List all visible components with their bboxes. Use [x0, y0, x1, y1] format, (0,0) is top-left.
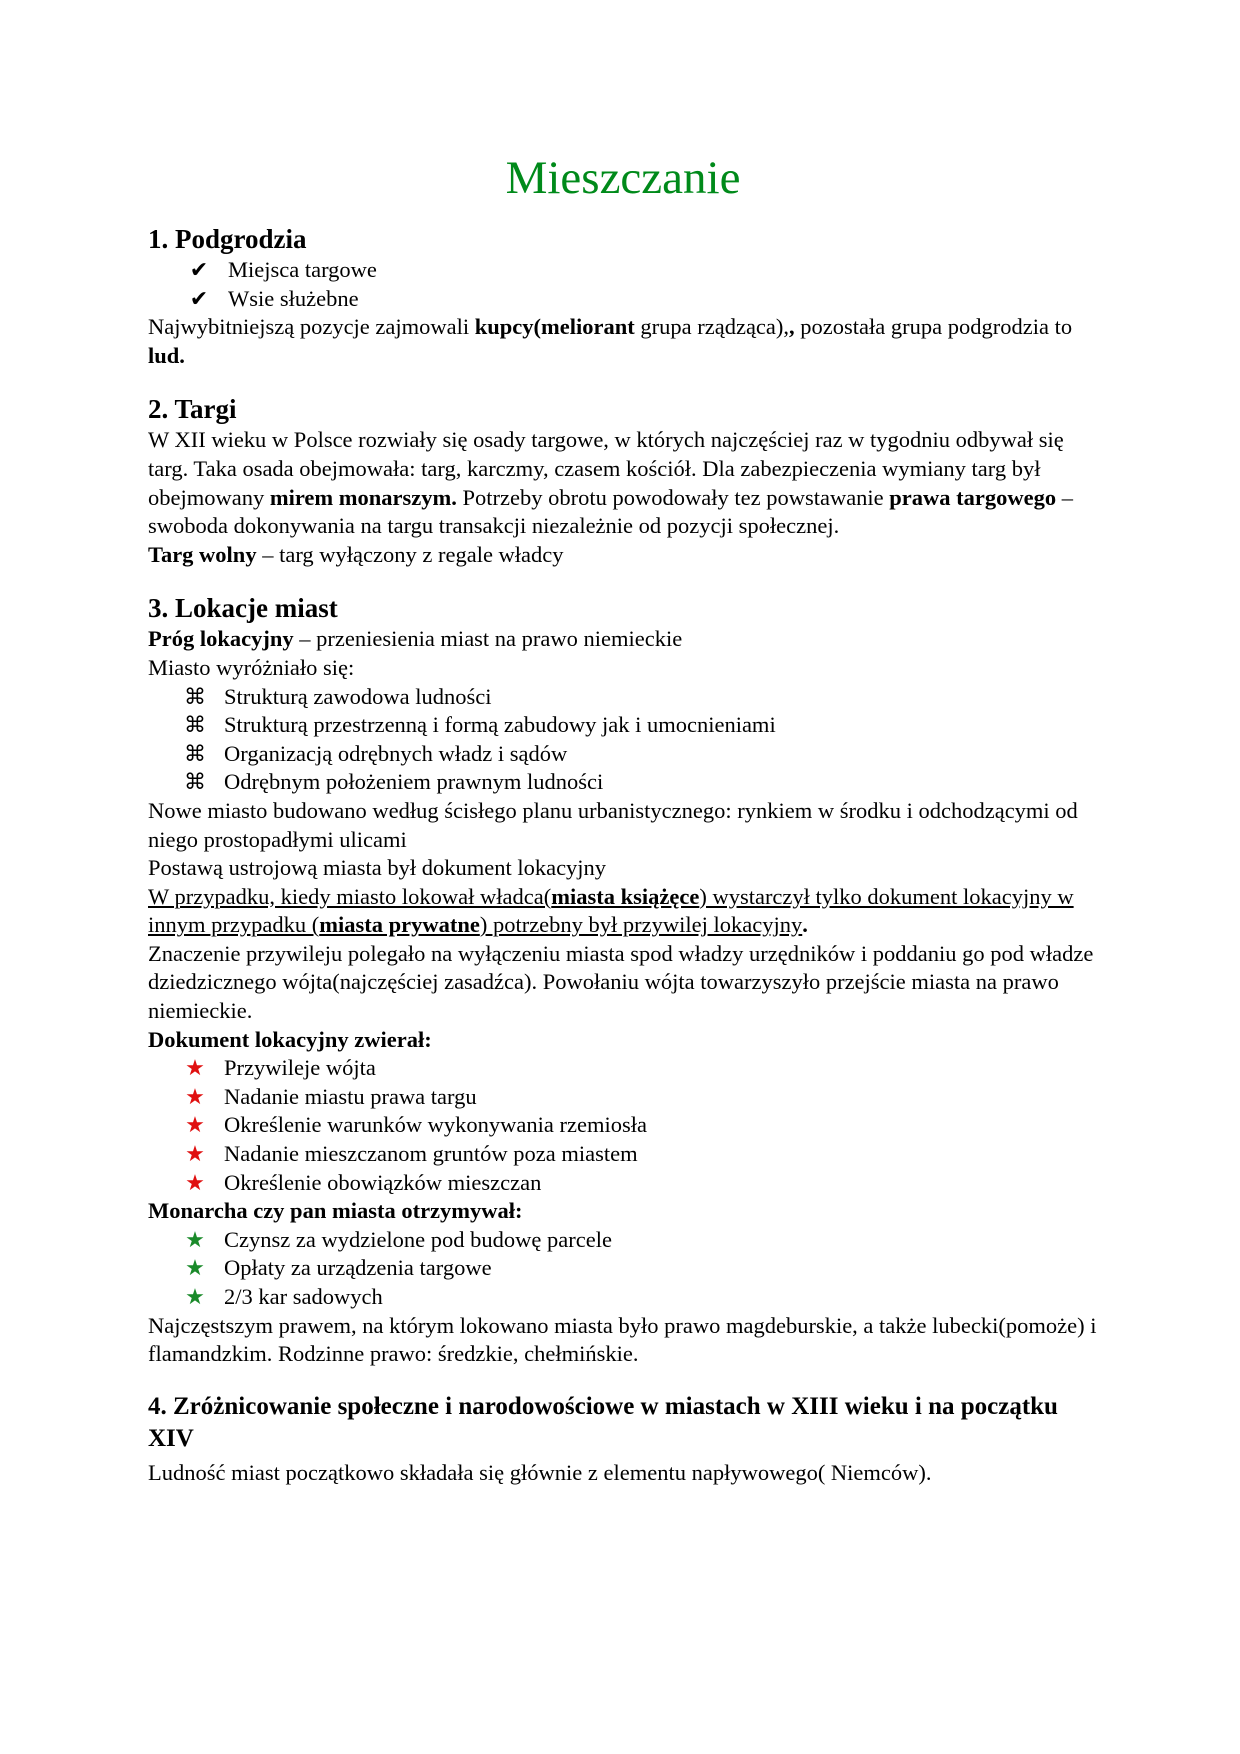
- section-1-paragraph: Najwybitniejszą pozycje zajmowali kupcy(meliorant grupa rządząca),, pozostała grupa podgrodzia to lud.: [148, 314, 1073, 368]
- list-item: ★ Przywileje wójta: [180, 1054, 1098, 1083]
- list-item: ★ Określenie obowiązków mieszczan: [180, 1169, 1098, 1198]
- section-4-heading: 4. Zróżnicowanie społeczne i narodowościowe w miastach w XIII wieku i na początku XIV: [148, 1392, 1058, 1452]
- section-4-paragraph: Ludność miast początkowo składała się głównie z elementu napływowego( Niemców).: [148, 1459, 932, 1485]
- section-3-definition: Próg lokacyjny – przeniesienia miast na prawo niemieckie: [148, 626, 683, 652]
- section-3-list-monarch: [148, 1226, 1098, 1312]
- red-star-icon: ★: [185, 1112, 205, 1138]
- section-3-list-document: [148, 1054, 1098, 1197]
- list-item: ★ Określenie warunków wykonywania rzemiosła: [180, 1111, 1098, 1140]
- list-item: ⌘ Organizacją odrębnych władz i sądów: [180, 740, 1098, 769]
- list-item: ★ Nadanie miastu prawa targu: [180, 1083, 1098, 1112]
- document-title: Mieszczanie: [505, 152, 741, 204]
- section-2-heading: 2. Targi: [148, 394, 237, 425]
- section-3-heading: 3. Lokacje miast: [148, 593, 338, 624]
- list-item: ⌘ Strukturą przestrzenną i formą zabudowy jak i umocnieniami: [180, 711, 1098, 740]
- section-3-intro: Miasto wyróżniało się:: [148, 654, 355, 680]
- list-item: ⌘ Strukturą zawodowa ludności: [180, 683, 1098, 712]
- list-item: ★ Opłaty za urządzenia targowe: [180, 1254, 1098, 1283]
- list-item: ★ Nadanie mieszczanom gruntów poza miastem: [180, 1140, 1098, 1169]
- red-star-icon: ★: [185, 1055, 205, 1081]
- green-star-icon: ★: [185, 1255, 205, 1281]
- section-3-paragraph-law: Najczęstszym prawem, na którym lokowano miasta było prawo magdeburskie, a także lubecki(pomoże) i flamandzkim. Rodzinne prawo: średzkie, chełmińskie.: [148, 1312, 1097, 1367]
- section-3-paragraph-plan: Nowe miasto budowano według ścisłego planu urbanistycznego: rynkiem w środku i odchodzącymi od niego prostopadłymi ulicami: [148, 797, 1078, 852]
- red-star-icon: ★: [185, 1083, 205, 1109]
- ornament-icon: ⌘: [184, 740, 206, 766]
- section-2-paragraph: W XII wieku w Polsce rozwiały się osady targowe, w których najczęściej raz w tygodniu odbywał się targ. Taka osada obejmowała: targ, karczmy, czasem kościół. Dla zabezpieczenia wymiany targ był obejmowany mirem monarszym. Potrzeby obrotu powodowały tez powstawanie prawa targowego – swoboda dokonywania na targu transakcji niezależnie od pozycji społecznej.: [148, 427, 1074, 539]
- ornament-icon: ⌘: [184, 683, 206, 709]
- section-2-definition: Targ wolny – targ wyłączony z regale władcy: [148, 541, 564, 567]
- list-item: ★ Czynsz za wydzielone pod budowę parcele: [180, 1226, 1098, 1255]
- list-item: ✔ Wsie służebne: [184, 285, 1098, 314]
- list-item: ★ 2/3 kar sadowych: [180, 1283, 1098, 1312]
- section-3-subheading-document: Dokument lokacyjny zwierał:: [148, 1026, 432, 1052]
- document-page: [148, 140, 1098, 1487]
- red-star-icon: ★: [185, 1169, 205, 1195]
- section-3-paragraph-document: Postawą ustrojową miasta był dokument lokacyjny: [148, 855, 607, 881]
- green-star-icon: ★: [185, 1284, 205, 1309]
- red-star-icon: ★: [185, 1141, 205, 1167]
- section-1-heading: 1. Podgrodzia: [148, 224, 307, 254]
- section-3-paragraph-privilege: Znaczenie przywileju polegało na wyłączeniu miasta spod władzy urzędników i poddaniu go pod władze dziedzicznego wójta(najczęściej zasadźca). Powołaniu wójta towarzyszyło przejście miasta na prawo niemieckie.: [148, 940, 1094, 1024]
- ornament-icon: ⌘: [184, 769, 206, 795]
- ornament-icon: ⌘: [184, 712, 206, 738]
- check-icon: ✔: [189, 257, 209, 282]
- section-3-paragraph-underlined: W przypadku, kiedy miasto lokował władca(miasta książęce) wystarczył tylko dokument lokacyjny w innym przypadku (miasta prywatne) potrzebny był przywilej lokacyjny.: [148, 883, 1074, 938]
- section-3-list-features: [148, 683, 1098, 797]
- list-item: ✔ Miejsca targowe: [184, 256, 1098, 285]
- check-icon: ✔: [189, 285, 209, 311]
- green-star-icon: ★: [185, 1226, 205, 1252]
- list-item: ⌘ Odrębnym położeniem prawnym ludności: [180, 768, 1098, 797]
- section-1-list: [148, 256, 1098, 313]
- section-3-subheading-monarch: Monarcha czy pan miasta otrzymywał:: [148, 1198, 523, 1224]
